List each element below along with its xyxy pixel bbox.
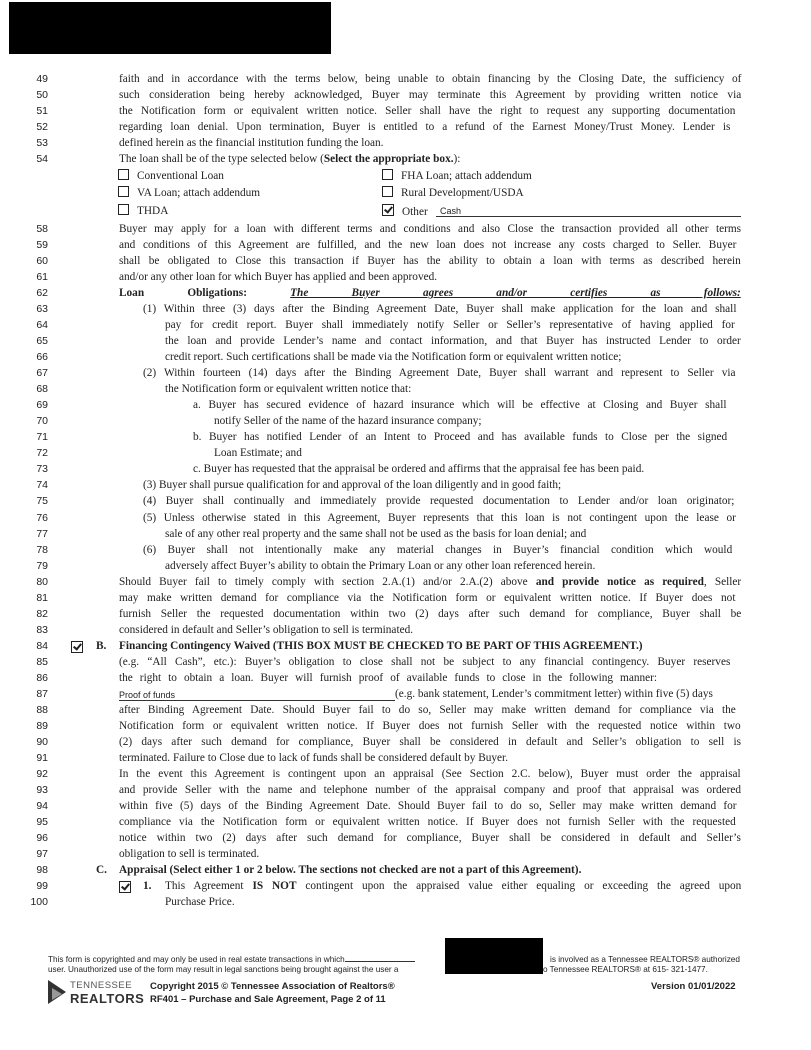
line-number: 79 bbox=[36, 560, 48, 572]
doc-line: within five (5) days of the Binding Agreement Date. Should Buyer fail to do so, Seller may make written demand for bbox=[119, 800, 737, 812]
doc-line: terminated. Failure to Close due to lack of funds shall be considered default by Buyer. bbox=[119, 752, 509, 764]
footer-form-id: RF401 – Purchase and Sale Agreement, Page 2 of 11 bbox=[150, 994, 386, 1005]
doc-line: may make written demand for compliance via the Notification form or equivalent written notice. If Buyer does not bbox=[119, 592, 736, 604]
doc-line: the loan and provide Lender’s name and contact information, and that Buyer has instructed Lender to order bbox=[165, 335, 741, 347]
doc-line: regarding loan denial. Upon termination, Buyer is entitled to a refund of the Earnest Money/Trust Money. Lender is bbox=[119, 121, 731, 133]
line-number: 68 bbox=[36, 383, 48, 395]
option-label: Rural Development/USDA bbox=[401, 187, 524, 199]
line-number: 90 bbox=[36, 736, 48, 748]
doc-line: considered in default and Seller’s obligation to sell is terminated. bbox=[119, 624, 414, 636]
line-number: 81 bbox=[36, 592, 48, 604]
line-number: 87 bbox=[36, 688, 48, 700]
footer-notice-1: This form is copyrighted and may only be used in real estate transactions in which bbox=[48, 955, 415, 964]
line-number: 91 bbox=[36, 752, 48, 764]
line-number: 50 bbox=[36, 89, 48, 101]
line-number: 58 bbox=[36, 223, 48, 235]
line-number: 71 bbox=[36, 431, 48, 443]
doc-line: and provide Seller with the name and telephone number of the appraisal company and proof that appraisal was ordered bbox=[119, 784, 742, 796]
doc-line: the Notification form or equivalent written notice that: bbox=[165, 383, 412, 395]
option-conventional-loan[interactable] bbox=[118, 168, 224, 183]
doc-line: (1) Within three (3) days after the Binding Agreement Date, Buyer shall make application for the loan and shall bbox=[143, 303, 737, 315]
line-number: 72 bbox=[36, 447, 48, 459]
checkbox[interactable] bbox=[382, 186, 393, 197]
doc-line: defined herein as the financial institution funding the loan. bbox=[119, 137, 384, 149]
footer-notice-2: user. Unauthorized use of the form may result in legal sanctions being brought against the user a bbox=[48, 965, 399, 974]
doc-line: (5) Unless otherwise stated in this Agreement, Buyer represents that this loan is not contingent upon the lease or bbox=[143, 512, 736, 524]
redaction-header bbox=[9, 2, 331, 54]
line-number: 63 bbox=[36, 303, 48, 315]
line-number: 93 bbox=[36, 784, 48, 796]
doc-line: (e.g. “All Cash”, etc.): Buyer’s obligation to close shall not be subject to any financial contingency. Buyer reserves bbox=[119, 656, 731, 668]
doc-line: credit report. Such certifications shall be made via the Notification form or equivalent written notice; bbox=[165, 351, 622, 363]
doc-line: notice within two (2) days after such demand for compliance, Buyer shall be considered in default and Seller’s bbox=[119, 832, 741, 844]
section-b-checkbox[interactable] bbox=[71, 641, 83, 653]
doc-line: and/or any other loan for which Buyer has applied and been approved. bbox=[119, 271, 438, 283]
doc-line: such consideration being hereby acknowledged, Buyer may terminate this Agreement by providing written notice via bbox=[119, 89, 742, 101]
line-number: 65 bbox=[36, 335, 48, 347]
redaction-footer bbox=[445, 938, 543, 974]
doc-line: Notification form or equivalent written notice. If Buyer does not furnish Seller with the requested notice within two bbox=[119, 720, 741, 732]
line-number: 60 bbox=[36, 255, 48, 267]
option-label: FHA Loan; attach addendum bbox=[401, 170, 532, 182]
proof-underline bbox=[119, 700, 395, 701]
line-number: 75 bbox=[36, 495, 48, 507]
line-number: 94 bbox=[36, 800, 48, 812]
checkbox[interactable] bbox=[118, 169, 129, 180]
doc-line: (e.g. bank statement, Lender’s commitment letter) within five (5) days bbox=[395, 688, 713, 700]
doc-line: shall be obligated to Close this transaction if Buyer has the ability to obtain a loan with terms as described herein bbox=[119, 255, 741, 267]
footer-notice-1b: is involved as a Tennessee REALTORS® authorized bbox=[550, 955, 740, 964]
line-number: 53 bbox=[36, 137, 48, 149]
line-number: 76 bbox=[36, 512, 48, 524]
section-b-letter: B. bbox=[96, 640, 107, 652]
line-number: 54 bbox=[36, 153, 48, 165]
appraisal-option-1-checkbox[interactable] bbox=[119, 881, 131, 893]
line-number: 62 bbox=[36, 287, 48, 299]
option-thda[interactable] bbox=[118, 203, 168, 218]
other-value-field[interactable]: Cash bbox=[440, 206, 462, 216]
line-number: 85 bbox=[36, 656, 48, 668]
option-label: Other bbox=[402, 206, 428, 218]
line-number: 95 bbox=[36, 816, 48, 828]
doc-line: faith and in accordance with the terms below, being unable to obtain financing by the Closing Date, the sufficiency of bbox=[119, 73, 742, 85]
doc-line: c. Buyer has requested that the appraisal be ordered and affirms that the appraisal fee has been paid. bbox=[193, 463, 645, 475]
doc-line: pay for credit report. Buyer shall immediately notify Seller or Seller’s representative of having applied for bbox=[165, 319, 735, 331]
doc-line: a. Buyer has secured evidence of hazard insurance which will be effective at Closing and Buyer shall bbox=[193, 399, 727, 411]
doc-line: after Binding Agreement Date. Should Buyer fail to do so, Seller may make written demand for compliance via the bbox=[119, 704, 736, 716]
line-number: 69 bbox=[36, 399, 48, 411]
footer-version: Version 01/01/2022 bbox=[651, 981, 736, 992]
line-number: 64 bbox=[36, 319, 48, 331]
line-number: 82 bbox=[36, 608, 48, 620]
line-number: 67 bbox=[36, 367, 48, 379]
option-label: Conventional Loan bbox=[137, 170, 224, 182]
other-underline bbox=[436, 216, 741, 217]
doc-line: Loan Estimate; and bbox=[214, 447, 302, 459]
line-number: 99 bbox=[36, 880, 48, 892]
doc-line: adversely affect Buyer’s ability to obtain the Primary Loan or any other loan referenced herein. bbox=[165, 560, 596, 572]
line-number: 66 bbox=[36, 351, 48, 363]
line-number: 49 bbox=[36, 73, 48, 85]
doc-line: Buyer may apply for a loan with different terms and conditions and also Close the transaction provided all other terms bbox=[119, 223, 742, 235]
checkbox[interactable] bbox=[118, 186, 129, 197]
doc-line: (4) Buyer shall continually and immediately provide requested documentation to Lender and/or loan originator; bbox=[143, 495, 735, 507]
line-number: 78 bbox=[36, 544, 48, 556]
doc-line: Purchase Price. bbox=[165, 896, 235, 908]
line-number: 88 bbox=[36, 704, 48, 716]
option-rural-development[interactable] bbox=[382, 185, 524, 200]
doc-line: compliance via the Notification form or equivalent written notice. If Buyer does not furnish Seller with the requested bbox=[119, 816, 736, 828]
line-number: 92 bbox=[36, 768, 48, 780]
line-number: 96 bbox=[36, 832, 48, 844]
line-number: 51 bbox=[36, 105, 48, 117]
doc-line: furnish Seller the requested documentation within two (2) days after such demand for compliance, Buyer shall be bbox=[119, 608, 742, 620]
proof-of-funds-field[interactable]: Proof of funds bbox=[119, 690, 176, 700]
line-number: 86 bbox=[36, 672, 48, 684]
doc-line: (2) Within fourteen (14) days after the Binding Agreement Date, Buyer shall warrant and represent to Seller via bbox=[143, 367, 736, 379]
line-number: 84 bbox=[36, 640, 48, 652]
line-number: 83 bbox=[36, 624, 48, 636]
doc-line: the right to obtain a loan. Buyer will furnish proof of available funds to close in the following manner: bbox=[119, 672, 658, 684]
doc-line: notify Seller of the name of the hazard insurance company; bbox=[214, 415, 482, 427]
line-number: 77 bbox=[36, 528, 48, 540]
doc-line: sale of any other real property and the same shall not be used as the basis for loan denial; and bbox=[165, 528, 587, 540]
doc-line: In the event this Agreement is contingent upon an appraisal (See Section 2.C. below), Buyer must order the appraisal bbox=[119, 768, 741, 780]
section-b-heading: Financing Contingency Waived (THIS BOX MUST BE CHECKED TO BE PART OF THIS AGREEMENT.) bbox=[119, 640, 643, 652]
footer-notice-2b: o Tennessee REALTORS® at 615- 321-1477. bbox=[543, 965, 708, 974]
line-number: 97 bbox=[36, 848, 48, 860]
line-number: 80 bbox=[36, 576, 48, 588]
option-label: THDA bbox=[137, 205, 169, 217]
option-other[interactable] bbox=[382, 203, 462, 219]
doc-line: The loan shall be of the type selected below (Select the appropriate box.): bbox=[119, 153, 461, 165]
line-number: 100 bbox=[30, 896, 48, 908]
section-c-heading: Appraisal (Select either 1 or 2 below. The sections not checked are not a part of this Agreement). bbox=[119, 864, 582, 876]
line-number: 74 bbox=[36, 479, 48, 491]
section-c-letter: C. bbox=[96, 864, 107, 876]
option-label: VA Loan; attach addendum bbox=[137, 187, 261, 199]
doc-line: b. Buyer has notified Lender of an Intent to Proceed and has available funds to Close per the signed bbox=[193, 431, 728, 443]
doc-line: obligation to sell is terminated. bbox=[119, 848, 260, 860]
line-number: 61 bbox=[36, 271, 48, 283]
checkbox[interactable] bbox=[382, 169, 393, 180]
checkbox[interactable] bbox=[118, 204, 129, 215]
doc-line: (3) Buyer shall pursue qualification for and approval of the loan diligently and in good faith; bbox=[143, 479, 562, 491]
line-number: 52 bbox=[36, 121, 48, 133]
footer-copyright: Copyright 2015 © Tennessee Association of Realtors® bbox=[150, 981, 395, 992]
doc-line: and conditions of this Agreement are fulfilled, and the new loan does not increase any costs charged to Seller. Buyer bbox=[119, 239, 737, 251]
line-number: 98 bbox=[36, 864, 48, 876]
doc-line: (2) days after such demand for compliance, Buyer shall be considered in default and Seller’s obligation to sell is bbox=[119, 736, 742, 748]
tennessee-realtors-logo: TENNESSEE REALTORS bbox=[48, 978, 134, 1008]
option-fha-loan[interactable] bbox=[382, 168, 532, 183]
appraisal-option-1-text: This Agreement IS NOT contingent upon the appraised value either equaling or exceeding the agreed upon bbox=[165, 880, 742, 892]
doc-line: (6) Buyer shall not intentionally make any material changes in Buyer’s financial condition which would bbox=[143, 544, 733, 556]
doc-line: the Notification form or equivalent written notice. Seller shall have the right to request any supporting documentation bbox=[119, 105, 736, 117]
doc-line: Should Buyer fail to timely comply with section 2.A.(1) and/or 2.A.(2) above and provide notice as required, Seller bbox=[119, 576, 742, 588]
checkbox[interactable] bbox=[382, 204, 394, 216]
option-va-loan[interactable] bbox=[118, 185, 260, 200]
line-number: 73 bbox=[36, 463, 48, 475]
appraisal-option-1-number: 1. bbox=[143, 880, 152, 892]
line-number: 70 bbox=[36, 415, 48, 427]
line-number: 59 bbox=[36, 239, 48, 251]
doc-line: Loan Obligations: The Buyer agrees and/or certifies as follows: bbox=[119, 287, 741, 299]
line-number: 89 bbox=[36, 720, 48, 732]
